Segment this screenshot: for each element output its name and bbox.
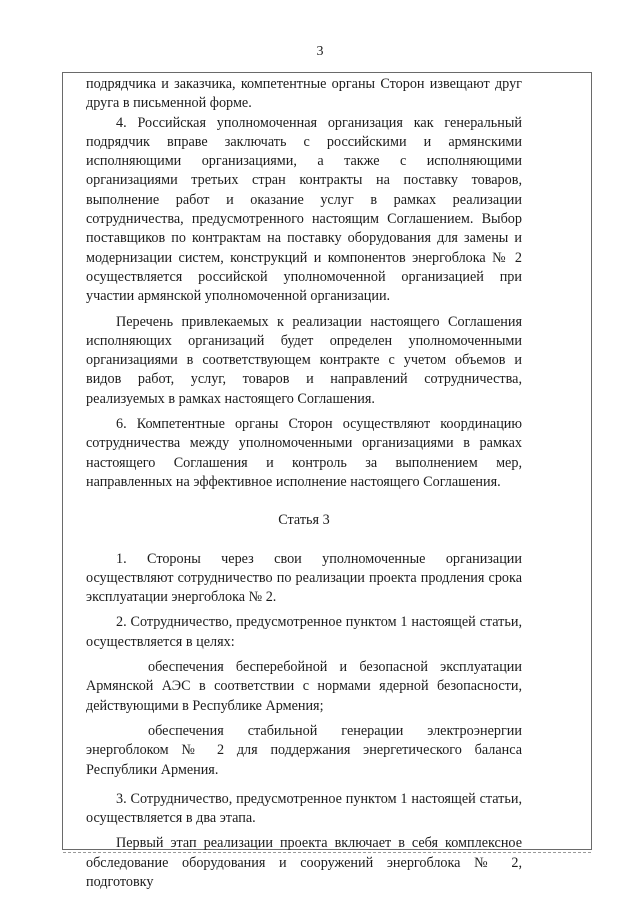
article-paragraph-2: 2. Сотрудничество, предусмотренное пунктом 1 настоящей статьи, осуществляется в целях: xyxy=(86,614,522,650)
paragraph-continuation: подрядчика и заказчика, компетентные органы Сторон извещают друг друга в письменной форме. xyxy=(86,76,522,112)
article-goal-1: обеспечения бесперебойной и безопасной эксплуатации Армянской АЭС в соответствии с нормами ядерной безопасности, действующими в Республике Армения; xyxy=(86,659,522,714)
article-heading: Статья 3 xyxy=(278,512,330,529)
article-paragraph-1: 1. Стороны через свои уполномоченные организации осуществляют сотрудничество по реализации проекта продления срока эксплуатации энергоблока № 2. xyxy=(86,550,522,606)
paragraph-5: Перечень привлекаемых к реализации настоящего Соглашения исполняющих организаций будет определен уполномоченными организациями в соответствующем контракте с учетом объемов и видов работ, услуг, товаров и направлений сотрудничества, реализуемых в рамках настоящего Соглашения. xyxy=(86,313,522,407)
article-goal-2: обеспечения стабильной генерации электроэнергии энергоблоком № 2 для поддержания энергетического баланса Республики Армения. xyxy=(86,722,522,778)
paragraph-4: 4. Российская уполномоченная организация как генеральный подрядчик вправе заключать с российскими и армянскими исполняющими организациями, а также с исполняющими организациями третьих стран контракты на поставку товаров, выполнение работ и оказание услуг в рамках реализации сотрудничества, предусмотренного настоящим Соглашением. Выбор поставщиков по контрактам на поставку оборудования для замены и модернизации систем, конструкций и компонентов энергоблока № 2 осуществляется российской уполномоченной организацией при участии армянской уполномоченной организации. xyxy=(86,114,522,305)
document-body xyxy=(86,75,522,892)
article-paragraph-3: 3. Сотрудничество, предусмотренное пунктом 1 настоящей статьи, осуществляется в два этапа. xyxy=(86,790,522,827)
article-paragraph-first-stage: Первый этап реализации проекта включает в себя комплексное обследование оборудования и сооружений энергоблока № 2, подготовку xyxy=(86,835,522,890)
paragraph-6: 6. Компетентные органы Сторон осуществляют координацию сотрудничества между уполномоченными организациями в рамках настоящего Соглашения и контроль за выполнением мер, направленных на эффективное исполнение настоящего Соглашения. xyxy=(86,416,522,490)
page-number: 3 xyxy=(316,44,324,59)
